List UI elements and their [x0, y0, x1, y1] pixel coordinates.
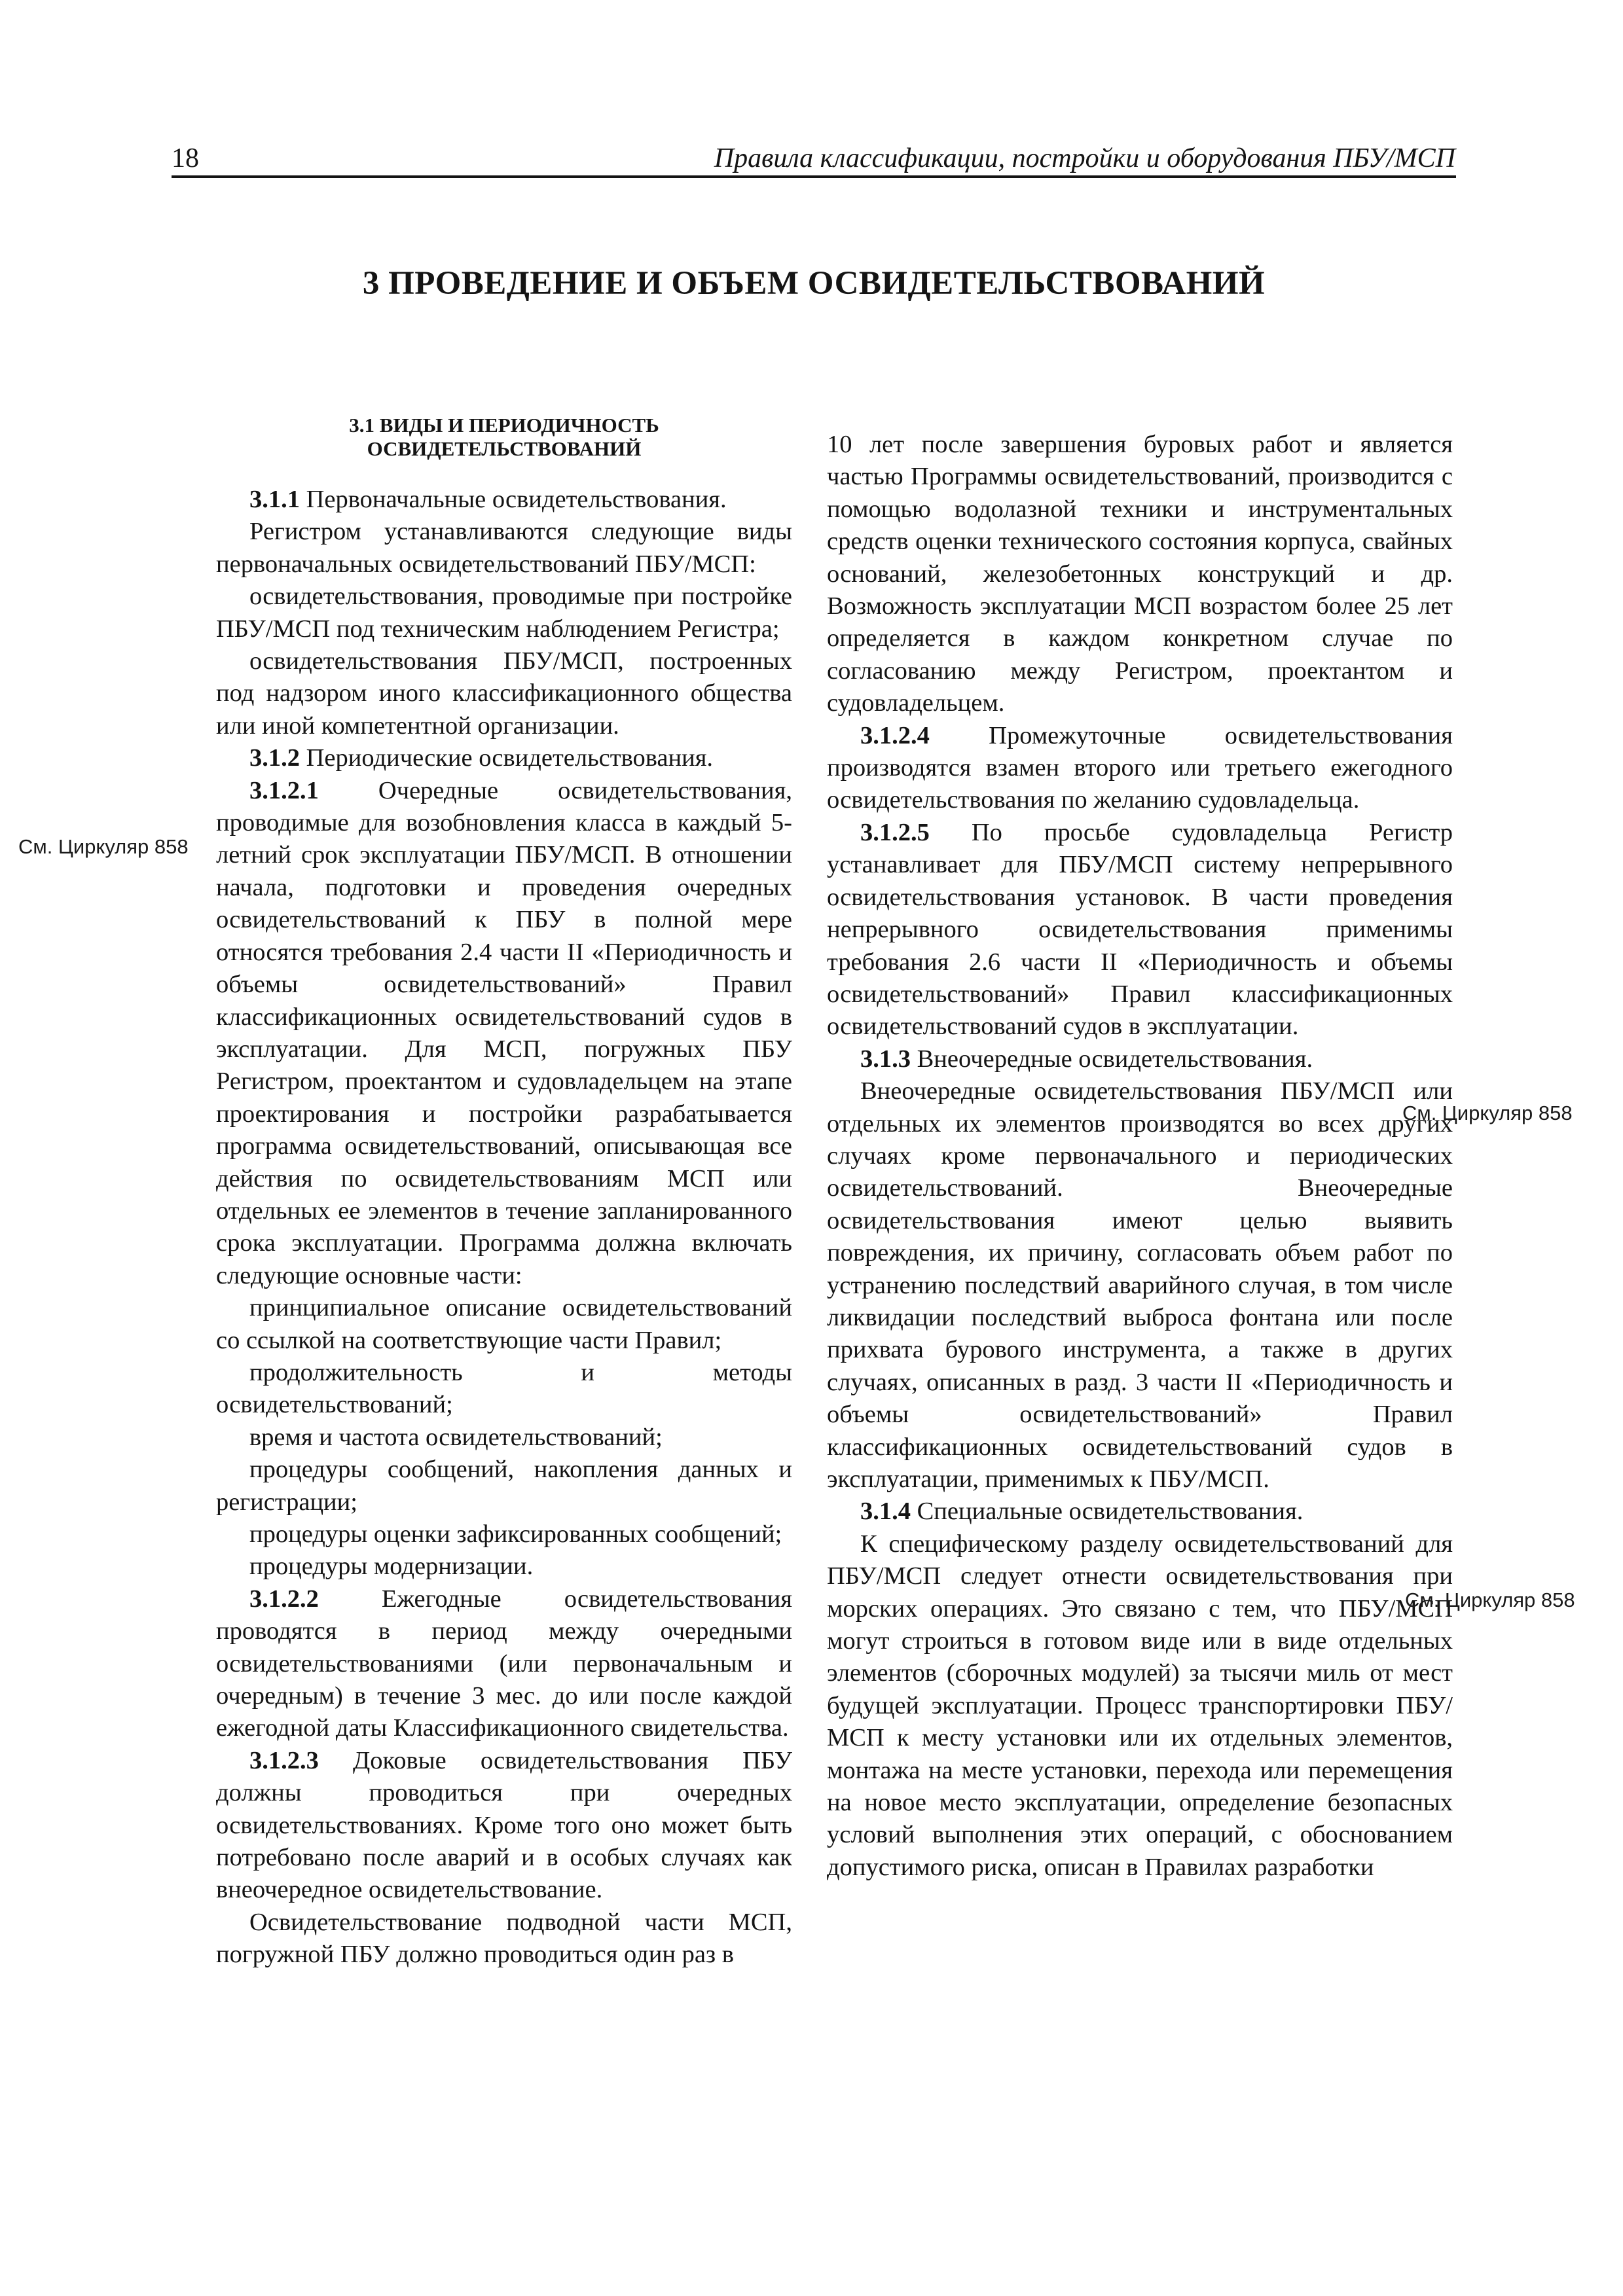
left-column	[216, 414, 792, 1971]
paragraph	[827, 1075, 1453, 1496]
paragraph-text: Внеочередные освидетельствования ПБУ/МСП или отдельных их элементов производятся во всех других случаях кроме первоначального и периодических освидетельствований. Внеочередные освидетельствования имеют целью выявить повреждения, их причину, согласовать объем работ по устранению последствий аварийного случая, в том числе ликвидации последствий выброса фонтана или после прихвата бурового инструмента, а также в других случаях, описанных в разд. 3 части II «Периодичность и объемы освидетельствований» Правил классификационных освидетельствований судов в эксплуатации, применимых к ПБУ/МСП.	[827, 1077, 1453, 1493]
paragraph-text: 10 лет после завершения буровых работ и является частью Программы освидетельствований, производится с помощью водолазной техники и инструментальных средств оценки технического состояния корпуса, свайных оснований, железобетонных конструкций и др. Возможность эксплуатации МСП возрастом более 25 лет определяется в каждом конкретном случае по согласованию между Регистром, проектантом и судовладельцем.	[827, 431, 1453, 717]
list-item	[216, 1551, 792, 1583]
paragraph-text: процедуры сообщений, накопления данных и регистрации;	[216, 1456, 792, 1516]
paragraph-3-1-2	[216, 742, 792, 774]
paragraph	[216, 516, 792, 581]
margin-note-circular: См. Циркуляр 858	[1402, 1102, 1573, 1124]
list-item	[216, 1454, 792, 1518]
paragraph-text: Периодические освидетельствования.	[300, 744, 714, 772]
clause-number: 3.1.2.2	[249, 1585, 319, 1613]
paragraph-text: освидетельствования ПБУ/МСП, построенных под надзором иного классификационного общества или иной компетентной организации.	[216, 647, 792, 740]
clause-number: 3.1.4	[860, 1498, 911, 1526]
paragraph-continued	[827, 429, 1453, 720]
paragraph-text: время и частота освидетельствований;	[249, 1423, 663, 1451]
paragraph-text: Ежегодные освидетельствования проводятся в период между очередными освидетельствованиями (или первоначальным и очередным) в течение 3 мес. до или после каждой ежегодной даты Классификационного свидетельства.	[216, 1585, 792, 1742]
paragraph-3-1-1	[216, 484, 792, 516]
list-item	[216, 581, 792, 645]
paragraph-3-1-2-3	[216, 1745, 792, 1907]
paragraph-text: принципиальное описание освидетельствований со ссылкой на соответствующие части Правил;	[216, 1294, 792, 1354]
section-title	[216, 414, 792, 461]
list-item	[216, 1292, 792, 1357]
clause-number: 3.1.3	[860, 1045, 911, 1073]
paragraph-text: Первоначальные освидетельствования.	[300, 486, 727, 513]
running-title: Правила классификации, постройки и оборудования ПБУ/МСП	[714, 143, 1455, 173]
paragraph-text: продолжительность и методы освидетельствований;	[216, 1358, 792, 1419]
paragraph-text: Регистром устанавливаются следующие виды первоначальных освидетельствований ПБУ/МСП:	[216, 518, 792, 578]
list-item	[216, 645, 792, 742]
paragraph-text: процедуры модернизации.	[249, 1552, 534, 1581]
section-title-line-2: ОСВИДЕТЕЛЬСТВОВАНИЙ	[367, 437, 642, 460]
chapter-title: 3 ПРОВЕДЕНИЕ И ОБЪЕМ ОСВИДЕТЕЛЬСТВОВАНИЙ	[362, 265, 1266, 302]
paragraph-3-1-4	[827, 1496, 1453, 1528]
paragraph-3-1-2-1	[216, 775, 792, 1293]
paragraph-text: Освидетельствование подводной части МСП, погружной ПБУ должно проводиться один раз в	[216, 1908, 792, 1969]
paragraph-text: К специфическому разделу освидетельствований для ПБУ/МСП следует отнести освидетельствования при морских операциях. Это связано с тем, что ПБУ/МСП могут строиться в готовом виде или в виде отдельных элементов (сборочных модулей) за тысячи миль от мест будущей эксплуатации. Процесс транспортировки ПБУ/МСП к месту установки или их отдельных элементов, монтажа на месте установки, перехода или перемещения на новое место эксплуатации, определение безопасных условий выполнения этих операций, с обоснованием допустимого риска, описан в Правилах разработки	[827, 1530, 1453, 1881]
clause-number: 3.1.2	[249, 744, 300, 772]
clause-number: 3.1.1	[249, 486, 300, 513]
header-rule	[172, 175, 1456, 178]
page-number: 18	[172, 143, 199, 173]
list-item	[216, 1422, 792, 1454]
list-item	[216, 1518, 792, 1551]
paragraph-3-1-2-4	[827, 720, 1453, 817]
clause-number: 3.1.2.4	[860, 721, 930, 749]
list-item	[216, 1357, 792, 1422]
margin-note-circular: См. Циркуляр 858	[18, 835, 189, 858]
paragraph-text: Специальные освидетельствования.	[911, 1498, 1304, 1526]
paragraph-3-1-2-2	[216, 1583, 792, 1745]
clause-number: 3.1.2.3	[249, 1746, 319, 1774]
paragraph-text: Внеочередные освидетельствования.	[911, 1045, 1313, 1073]
clause-number: 3.1.2.1	[249, 776, 319, 804]
paragraph-text: Очередные освидетельствования, проводимые для возобновления класса в каждый 5-летний срок эксплуатации ПБУ/МСП. В отношении начала, подготовки и проведения очередных освидетельствований к ПБУ в полной мере относятся требования 2.4 части II «Периодичность и объемы освидетельствований» Правил классификационных освидетельствований судов в эксплуатации. Для МСП, погружных ПБУ Регистром, проектантом и судовладельцем на этапе проектирования и постройки разрабатывается программа освидетельствований, описывающая все действия по освидетельствованиям МСП или отдельных ее элементов в течение запланированного срока эксплуатации. Программа должна включать следующие основные части:	[216, 776, 792, 1289]
paragraph-text: освидетельствования, проводимые при постройке ПБУ/МСП под техническим наблюдением Регистра;	[216, 583, 792, 643]
margin-note-circular: См. Циркуляр 858	[1405, 1588, 1575, 1611]
paragraph-text: Доковые освидетельствования ПБУ должны проводиться при очередных освидетельствованиях. Кроме того оно может быть потребовано после аварий и в особых случаях как внеочередное освидетельствование.	[216, 1746, 792, 1904]
paragraph	[216, 1907, 792, 1971]
clause-number: 3.1.2.5	[860, 818, 930, 846]
paragraph-text: По просьбе судовладельца Регистр устанавливает для ПБУ/МСП систему непрерывного освидетельствования установок. В части проведения непрерывного освидетельствования применимы требования 2.6 части II «Периодичность и объемы освидетельствований» Правил классификационных освидетельствований судов в эксплуатации.	[827, 818, 1453, 1041]
paragraph-text: процедуры оценки зафиксированных сообщений;	[249, 1520, 782, 1548]
paragraph	[827, 1528, 1453, 1884]
right-column	[827, 429, 1453, 1884]
paragraph-text: Промежуточные освидетельствования производятся взамен второго или третьего ежегодного освидетельствования по желанию судовладельца.	[827, 721, 1453, 814]
paragraph-3-1-3	[827, 1043, 1453, 1075]
paragraph-3-1-2-5	[827, 817, 1453, 1043]
section-title-line-1: 3.1 ВИДЫ И ПЕРИОДИЧНОСТЬ	[349, 414, 659, 437]
